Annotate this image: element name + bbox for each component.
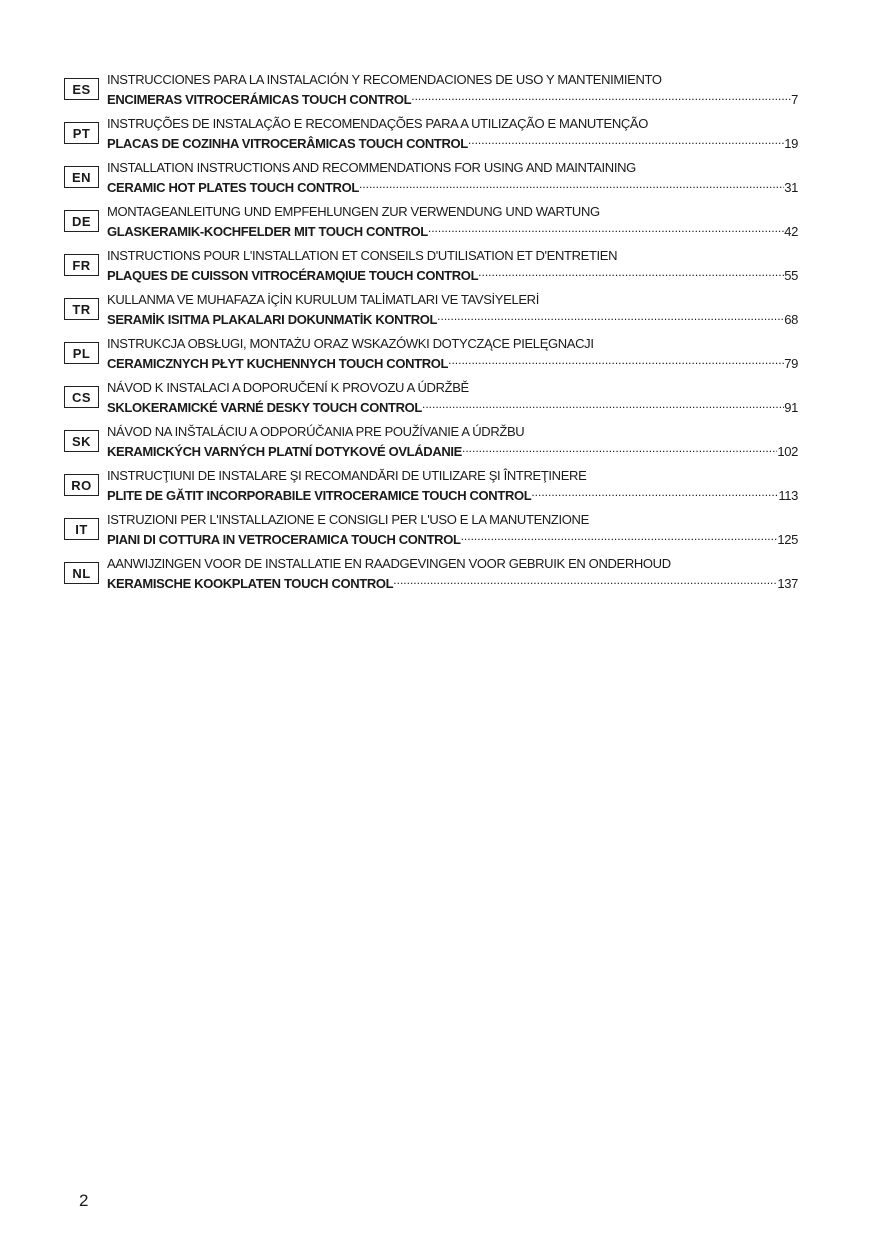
toc-entry-subtitle-row — [107, 484, 798, 504]
toc-entry-ro[interactable] — [64, 468, 798, 512]
toc-entry-texts — [107, 204, 798, 240]
language-code-badge: IT — [64, 518, 99, 540]
toc-entry-title: INSTALLATION INSTRUCTIONS AND RECOMMENDATIONS FOR USING AND MAINTAINING — [107, 160, 636, 175]
language-code-badge: EN — [64, 166, 99, 188]
toc-entry-texts — [107, 556, 798, 592]
toc-entry-subtitle: SERAMİK ISITMA PLAKALARI DOKUNMATİK KONTROL — [107, 312, 438, 327]
toc-entry-subtitle: GLASKERAMIK-KOCHFELDER MIT TOUCH CONTROL — [107, 224, 428, 239]
dot-leader — [478, 264, 784, 280]
toc-entry-subtitle: CERAMIC HOT PLATES TOUCH CONTROL — [107, 180, 359, 195]
language-code-badge: ES — [64, 78, 99, 100]
toc-entry-pl[interactable] — [64, 336, 798, 380]
toc-entry-texts — [107, 380, 798, 416]
toc-entry-subtitle: PLAQUES DE CUISSON VITROCÉRAMQIUE TOUCH CONTROL — [107, 268, 479, 283]
dot-leader — [448, 352, 784, 368]
toc-entry-subtitle: SKLOKERAMICKÉ VARNÉ DESKY TOUCH CONTROL — [107, 400, 422, 415]
toc-entry-title: KULLANMA VE MUHAFAZA İÇİN KURULUM TALİMATLARI VE TAVSİYELERİ — [107, 292, 539, 307]
dot-leader — [422, 396, 784, 412]
toc-entry-texts — [107, 248, 798, 284]
toc-entry-title: INSTRUCŢIUNI DE INSTALARE ŞI RECOMANDĂRI DE UTILIZARE ŞI ÎNTREŢINERE — [107, 468, 587, 483]
language-code-badge: TR — [64, 298, 99, 320]
page-number: 2 — [79, 1191, 89, 1210]
toc-entry-texts — [107, 160, 798, 196]
toc-entry-subtitle-row — [107, 176, 798, 196]
toc-entry-texts — [107, 116, 798, 152]
toc-entry-title: AANWIJZINGEN VOOR DE INSTALLATIE EN RAADGEVINGEN VOOR GEBRUIK EN ONDERHOUD — [107, 556, 671, 571]
toc-entry-es[interactable] — [64, 72, 798, 116]
toc-entry-subtitle-row — [107, 264, 798, 284]
toc-entry-cs[interactable] — [64, 380, 798, 424]
toc-entry-texts — [107, 468, 798, 504]
toc-entry-it[interactable] — [64, 512, 798, 556]
toc-entry-subtitle-row — [107, 88, 798, 108]
toc-entry-subtitle: ENCIMERAS VITROCERÁMICAS TOUCH CONTROL — [107, 92, 412, 107]
toc-entry-nl[interactable] — [64, 556, 798, 600]
toc-entry-title: NÁVOD K INSTALACI A DOPORUČENÍ K PROVOZU A ÚDRŽBĚ — [107, 380, 469, 395]
toc-entry-page-number: 31 — [784, 180, 798, 195]
language-code-badge: PT — [64, 122, 99, 144]
toc-entry-page-number: 42 — [784, 224, 798, 239]
toc-entry-page-number: 125 — [777, 532, 798, 547]
dot-leader — [468, 132, 784, 148]
toc-entry-texts — [107, 72, 798, 108]
language-code-badge: RO — [64, 474, 99, 496]
language-code-badge: FR — [64, 254, 99, 276]
toc-entry-title: INSTRUKCJA OBSŁUGI, MONTAŻU ORAZ WSKAZÓWKI DOTYCZĄCE PIELĘGNACJI — [107, 336, 594, 351]
toc-entry-subtitle: PLACAS DE COZINHA VITROCERÂMICAS TOUCH CONTROL — [107, 136, 468, 151]
toc-entry-title: MONTAGEANLEITUNG UND EMPFEHLUNGEN ZUR VERWENDUNG UND WARTUNG — [107, 204, 600, 219]
dot-leader — [411, 88, 791, 104]
toc-entry-texts — [107, 336, 798, 372]
language-code-badge: SK — [64, 430, 99, 452]
dot-leader — [428, 220, 784, 236]
language-code-badge: CS — [64, 386, 99, 408]
toc-entry-subtitle-row — [107, 440, 798, 460]
dot-leader — [462, 440, 777, 456]
toc-entry-subtitle: CERAMICZNYCH PŁYT KUCHENNYCH TOUCH CONTROL — [107, 356, 449, 371]
toc-entry-subtitle-row — [107, 220, 798, 240]
toc-entry-page-number: 102 — [777, 444, 798, 459]
toc-entry-title: INSTRUÇÕES DE INSTALAÇÃO E RECOMENDAÇÕES PARA A UTILIZAÇÃO E MANUTENÇÃO — [107, 116, 648, 131]
toc-entry-subtitle-row — [107, 572, 798, 592]
toc-entry-title: ISTRUZIONI PER L'INSTALLAZIONE E CONSIGLI PER L'USO E LA MANUTENZIONE — [107, 512, 589, 527]
toc-entry-title: INSTRUCCIONES PARA LA INSTALACIÓN Y RECOMENDACIONES DE USO Y MANTENIMIENTO — [107, 72, 662, 87]
toc-entry-tr[interactable] — [64, 292, 798, 336]
dot-leader — [531, 484, 778, 500]
toc-entry-texts — [107, 512, 798, 548]
toc-entry-subtitle: PIANI DI COTTURA IN VETROCERAMICA TOUCH CONTROL — [107, 532, 461, 547]
toc-entry-subtitle: KERAMISCHE KOOKPLATEN TOUCH CONTROL — [107, 576, 394, 591]
toc-entry-page-number: 7 — [791, 92, 798, 107]
dot-leader — [359, 176, 784, 192]
toc-entry-title: INSTRUCTIONS POUR L'INSTALLATION ET CONSEILS D'UTILISATION ET D'ENTRETIEN — [107, 248, 618, 263]
toc-entry-texts — [107, 292, 798, 328]
toc-entry-subtitle-row — [107, 352, 798, 372]
language-code-badge: PL — [64, 342, 99, 364]
toc-entry-page-number: 68 — [784, 312, 798, 327]
toc-entry-subtitle-row — [107, 528, 798, 548]
toc-entry-page-number: 79 — [784, 356, 798, 371]
toc-entry-sk[interactable] — [64, 424, 798, 468]
toc-entry-subtitle-row — [107, 132, 798, 152]
toc-entry-fr[interactable] — [64, 248, 798, 292]
toc-entry-subtitle-row — [107, 308, 798, 328]
toc-entry-page-number: 91 — [784, 400, 798, 415]
toc-entry-page-number: 137 — [777, 576, 798, 591]
language-code-badge: NL — [64, 562, 99, 584]
language-code-badge: DE — [64, 210, 99, 232]
toc-entry-de[interactable] — [64, 204, 798, 248]
table-of-contents — [64, 72, 798, 600]
dot-leader — [393, 572, 777, 588]
dot-leader — [461, 528, 778, 544]
toc-entry-subtitle: PLITE DE GĂTIT INCORPORABILE VITROCERAMICE TOUCH CONTROL — [107, 488, 532, 503]
toc-entry-en[interactable] — [64, 160, 798, 204]
toc-entry-title: NÁVOD NA INŠTALÁCIU A ODPORÚČANIA PRE POUŽÍVANIE A ÚDRŽBU — [107, 424, 525, 439]
toc-entry-page-number: 113 — [778, 488, 798, 503]
toc-entry-page-number: 55 — [784, 268, 798, 283]
toc-entry-subtitle: KERAMICKÝCH VARNÝCH PLATNÍ DOTYKOVÉ OVLÁDANIE — [107, 444, 463, 459]
toc-entry-texts — [107, 424, 798, 460]
dot-leader — [437, 308, 784, 324]
toc-entry-subtitle-row — [107, 396, 798, 416]
toc-entry-pt[interactable] — [64, 116, 798, 160]
toc-entry-page-number: 19 — [784, 136, 798, 151]
